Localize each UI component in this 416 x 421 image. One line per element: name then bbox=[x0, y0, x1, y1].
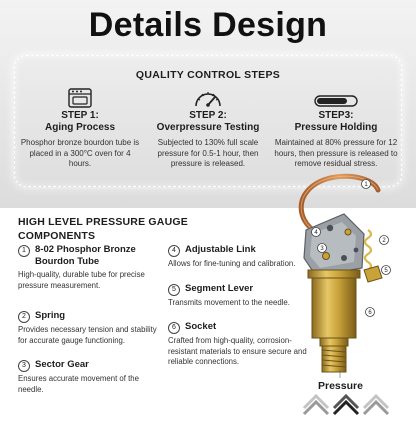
quality-control-title: QUALITY CONTROL STEPS bbox=[135, 69, 281, 81]
step-overpressure bbox=[146, 86, 270, 170]
component-description: Ensures accurate movement of the needle. bbox=[18, 374, 139, 394]
component-title: Spring bbox=[35, 310, 66, 321]
component-bourdon-tube bbox=[18, 244, 158, 291]
page-title: Details Design bbox=[88, 6, 328, 44]
component-description: High-quality, durable tube for precise pressure measurement. bbox=[18, 270, 145, 290]
component-title: 8-02 Phosphor Bronze Bourdon Tube bbox=[35, 244, 136, 267]
component-description: Provides necessary tension and stability for accurate gauge functioning. bbox=[18, 325, 157, 345]
step-subtitle: Pressure Holding bbox=[294, 122, 378, 133]
step-title: STEP 1: bbox=[61, 110, 99, 121]
svg-text:5: 5 bbox=[384, 268, 388, 274]
component-title: Socket bbox=[185, 321, 217, 332]
socket-body bbox=[312, 274, 356, 338]
progress-bar-icon bbox=[274, 86, 398, 108]
gauge-icon bbox=[146, 86, 270, 108]
svg-text:2: 2 bbox=[382, 238, 386, 244]
component-title: Adjustable Link bbox=[185, 244, 256, 255]
component-title: Segment Lever bbox=[185, 283, 254, 294]
oven-icon bbox=[18, 86, 142, 108]
step-subtitle: Aging Process bbox=[44, 122, 116, 133]
step-title: STEP 2: bbox=[189, 110, 227, 121]
component-description: Transmits movement to the needle. bbox=[168, 298, 290, 307]
svg-text:4: 4 bbox=[314, 230, 318, 236]
spring bbox=[365, 230, 371, 270]
step-subtitle: Overpressure Testing bbox=[156, 122, 260, 133]
step-description: Phosphor bronze bourdon tube is placed in a 300°C oven for 4 hours. bbox=[20, 138, 140, 168]
step-pressure-holding bbox=[274, 86, 398, 170]
component-number: 4 bbox=[168, 245, 180, 257]
step-description: Maintained at 80% pressure for 12 hours, then pressure is released to remove residual stress. bbox=[274, 138, 398, 168]
component-number: 1 bbox=[18, 245, 30, 257]
pressure-label: Pressure bbox=[318, 380, 363, 392]
callout-2 bbox=[380, 236, 389, 245]
component-description: Allows for fine-tuning and calibration. bbox=[168, 259, 296, 268]
svg-text:1: 1 bbox=[364, 182, 368, 188]
gauge-movement-illustration bbox=[282, 170, 416, 390]
pressure-arrows-icon bbox=[300, 392, 416, 416]
callout-4 bbox=[312, 228, 321, 237]
step-description: Subjected to 130% full scale pressure for 0.5-1 hour, then pressure is released. bbox=[157, 138, 259, 168]
svg-text:3: 3 bbox=[320, 246, 324, 252]
component-number: 6 bbox=[168, 322, 180, 334]
callout-5 bbox=[382, 266, 391, 275]
svg-text:6: 6 bbox=[368, 310, 372, 316]
component-sector-gear bbox=[18, 359, 158, 395]
quality-control-panel bbox=[14, 55, 402, 187]
callout-3 bbox=[318, 244, 327, 253]
step-aging bbox=[18, 86, 142, 170]
step-title: STEP3: bbox=[318, 110, 354, 121]
callout-6 bbox=[366, 308, 375, 317]
component-number: 3 bbox=[18, 360, 30, 372]
component-title: Sector Gear bbox=[35, 359, 89, 370]
component-spring bbox=[18, 310, 158, 346]
components-title: HIGH LEVEL PRESSURE GAUGE COMPONENTS bbox=[18, 216, 188, 242]
component-number: 5 bbox=[168, 284, 180, 296]
callout-1 bbox=[362, 180, 371, 189]
component-description: Crafted from high-quality, corrosion-resistant materials to ensure secure and reliable connections. bbox=[168, 336, 307, 366]
component-number: 2 bbox=[18, 311, 30, 323]
